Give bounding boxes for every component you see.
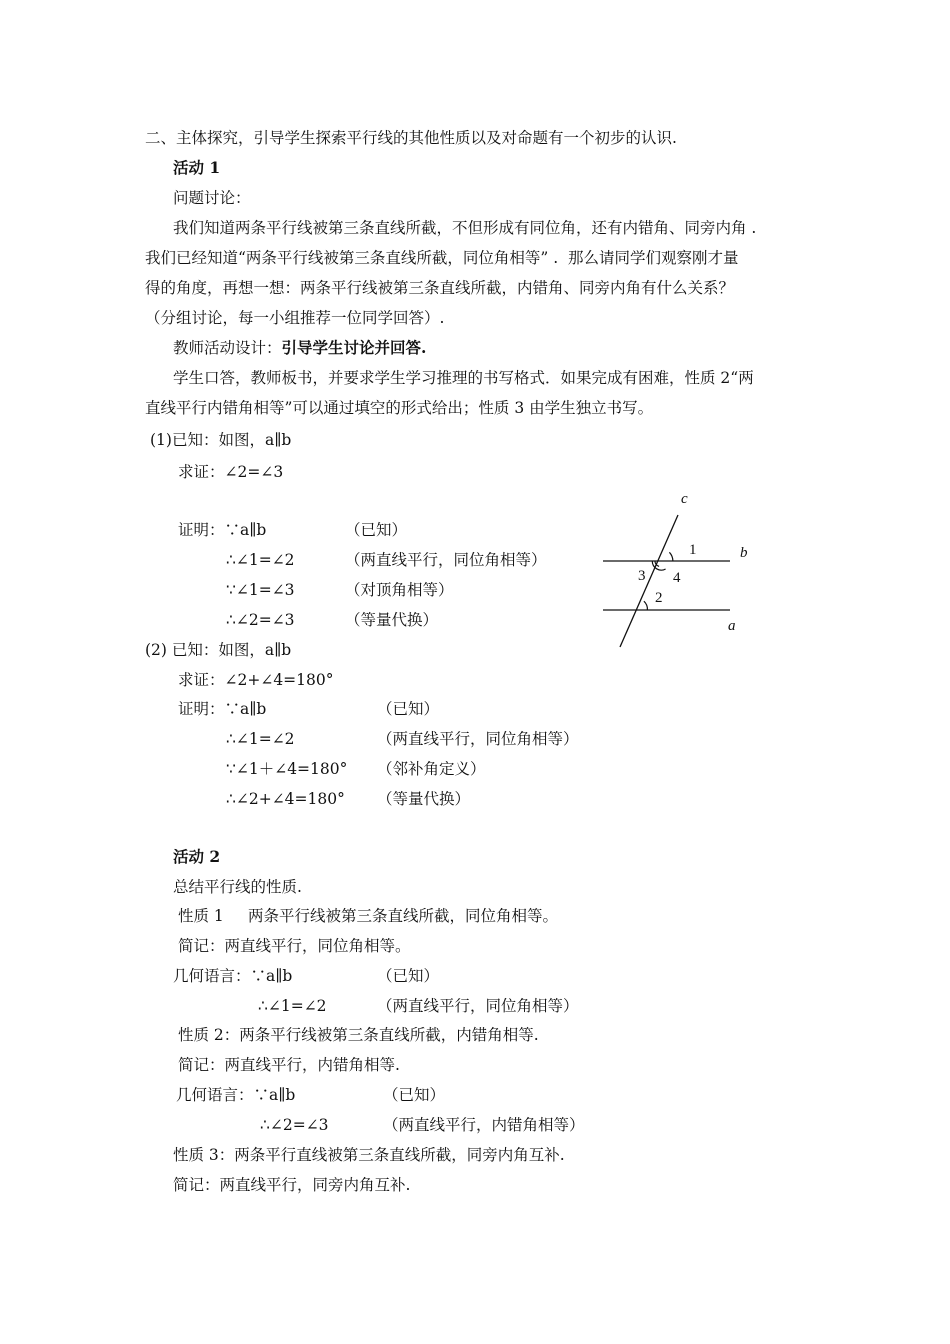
geometry-2-stmt: ∴∠2=∠3 [260, 1116, 329, 1134]
question-label: 问题讨论： [173, 189, 251, 207]
label-c: c [681, 491, 688, 507]
geometry-2-reason: （两直线平行，内错角相等） [383, 1116, 585, 1134]
proof-2-step-reason: （已知） [377, 700, 440, 718]
proof-2-prove: 求证：∠2+∠4=180° [178, 671, 334, 689]
proof-2-step-reason: （邻补角定义） [377, 760, 486, 778]
paragraph-line: （分组讨论，每一小组推荐一位同学回答）. [145, 309, 445, 327]
paragraph-line: 直线平行内错角相等”可以通过填空的形式给出；性质 3 由学生独立书写。 [145, 399, 654, 417]
geometry-1-reason: （两直线平行，同位角相等） [377, 997, 579, 1015]
proof-1-step-stmt: 证明：∵a∥b [178, 521, 267, 539]
section-intro: 二、主体探究，引导学生探索平行线的其他性质以及对命题有一个初步的认识. [145, 129, 677, 147]
teacher-label: 教师活动设计： [173, 339, 282, 357]
proof-2-step-reason: （两直线平行，同位角相等） [377, 730, 579, 748]
proof-2-step-stmt: ∴∠2+∠4=180° [226, 790, 345, 808]
label-a: a [728, 618, 736, 634]
property-3: 性质 3：两条平行直线被第三条直线所截，同旁内角互补. [173, 1146, 565, 1164]
geometry-1-stmt: 几何语言：∵a∥b [173, 967, 293, 985]
property-1-text: 两条平行线被第三条直线所截，同位角相等。 [248, 907, 559, 925]
geometry-2-stmt: 几何语言：∵a∥b [176, 1086, 296, 1104]
property-3-short: 简记：两直线平行，同旁内角互补. [173, 1176, 411, 1194]
teacher-text: 引导学生讨论并回答. [281, 338, 427, 357]
paragraph-line: 我们知道两条平行线被第三条直线所截，不但形成有同位角，还有内错角、同旁内角 . [173, 219, 757, 237]
label-angle-2: 2 [655, 590, 663, 606]
line-c [620, 515, 678, 647]
proof-2-step-stmt: ∴∠1=∠2 [226, 730, 295, 748]
angle-2-arc [644, 601, 648, 610]
label-angle-4: 4 [673, 570, 681, 586]
angle-1-arc [669, 552, 673, 561]
activity-1-title: 活动 1 [173, 158, 221, 177]
proof-1-prove: 求证：∠2=∠3 [178, 463, 284, 481]
proof-2-step-stmt: ∵∠1＋∠4=180° [226, 760, 348, 778]
property-2-short: 简记：两直线平行，内错角相等. [178, 1056, 400, 1074]
activity-2-title: 活动 2 [173, 847, 221, 866]
proof-1-step-reason: （等量代换） [345, 611, 439, 629]
proof-1-step-stmt: ∵∠1=∠3 [226, 581, 295, 599]
paragraph-line: 我们已经知道“两条平行线被第三条直线所截，同位角相等” . 那么请同学们观察刚才量 [145, 249, 739, 267]
geometry-1-stmt: ∴∠1=∠2 [258, 997, 327, 1015]
label-b: b [740, 545, 748, 561]
proof-2-step-stmt: 证明：∵a∥b [178, 700, 267, 718]
label-angle-3: 3 [638, 568, 646, 584]
paragraph-line: 学生口答，教师板书，并要求学生学习推理的书写格式．如果完成有困难，性质 2“两 [173, 369, 754, 387]
proof-1-given: (1)已知：如图，a∥b [150, 431, 292, 449]
property-2: 性质 2：两条平行线被第三条直线所截，内错角相等. [178, 1026, 539, 1044]
summary-line: 总结平行线的性质. [173, 878, 302, 896]
proof-2-step-reason: （等量代换） [377, 790, 471, 808]
proof-1-step-stmt: ∴∠1=∠2 [226, 551, 295, 569]
property-1-label: 性质 1 [178, 907, 224, 925]
proof-1-step-stmt: ∴∠2=∠3 [226, 611, 295, 629]
property-1-short: 简记：两直线平行，同位角相等。 [178, 937, 411, 955]
geometry-2-reason: （已知） [383, 1086, 446, 1104]
proof-2-given: (2) 已知：如图，a∥b [145, 641, 292, 659]
teacher-design [173, 338, 426, 358]
proof-1-step-reason: （对顶角相等） [345, 581, 454, 599]
label-angle-1: 1 [689, 542, 697, 558]
proof-1-step-reason: （已知） [345, 521, 408, 539]
geometry-1-reason: （已知） [377, 967, 440, 985]
paragraph-line: 得的角度，再想一想：两条平行线被第三条直线所截，内错角、同旁内角有什么关系？ [145, 279, 735, 297]
proof-1-step-reason: （两直线平行，同位角相等） [345, 551, 547, 569]
parallel-lines-figure [590, 490, 760, 660]
